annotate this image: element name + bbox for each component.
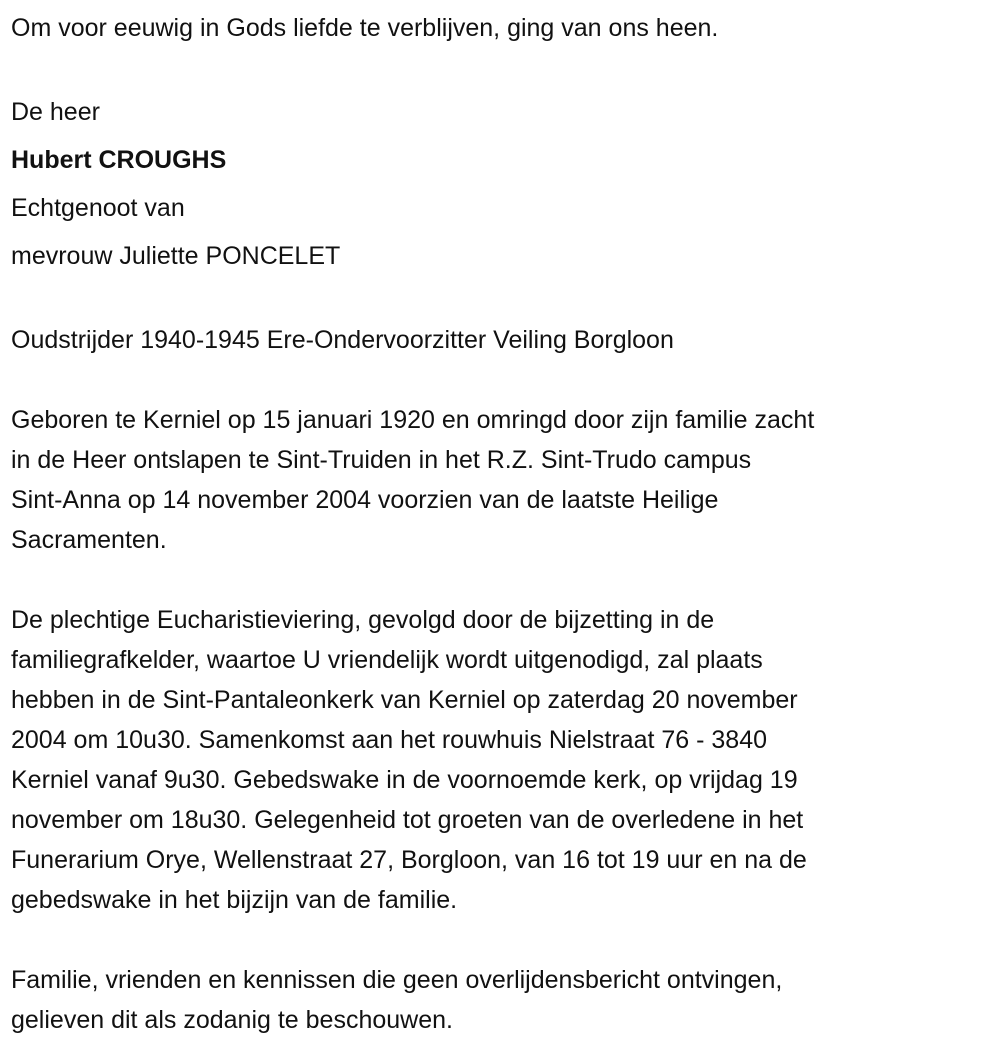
intro-text: Om voor eeuwig in Gods liefde te verblijven, ging van ons heen. [11, 14, 719, 42]
paragraph-line: Sacramenten. [11, 526, 167, 554]
paragraph-line: gelieven dit als zodanig te beschouwen. [11, 1006, 453, 1034]
deceased-name: Hubert CROUGHS [11, 146, 227, 174]
paragraph-line: De plechtige Eucharistieviering, gevolgd door de bijzetting in de [11, 606, 715, 634]
paragraph-line: Sint-Anna op 14 november 2004 voorzien van de laatste Heilige [11, 486, 719, 514]
spacer [11, 560, 814, 600]
paragraph-line: 2004 om 10u30. Samenkomst aan het rouwhuis Nielstraat 76 - 3840 [11, 726, 768, 754]
paragraph-line: november om 18u30. Gelegenheid tot groeten van de overledene in het [11, 806, 804, 834]
paragraph-line: Geboren te Kerniel op 15 januari 1920 en omringd door zijn familie zacht [11, 406, 815, 434]
spacer [11, 360, 814, 400]
spacer [11, 920, 814, 960]
honors-text: Oudstrijder 1940-1945 Ere-Ondervoorzitter Veiling Borgloon [11, 326, 674, 354]
closing-paragraph [11, 960, 814, 1040]
spouse-name: mevrouw Juliette PONCELET [11, 242, 341, 270]
paragraph-line: in de Heer ontslapen te Sint-Truiden in het R.Z. Sint-Trudo campus [11, 446, 752, 474]
relation: Echtgenoot van [11, 194, 185, 222]
title: De heer [11, 98, 100, 126]
spacer [11, 48, 814, 88]
ceremony-paragraph [11, 600, 814, 920]
obituary-notice [11, 8, 814, 1040]
paragraph-line: familiegrafkelder, waartoe U vriendelijk wordt uitgenodigd, zal plaats [11, 646, 763, 674]
spacer [11, 280, 814, 320]
paragraph-line: gebedswake in het bijzijn van de familie. [11, 886, 458, 914]
paragraph-line: Familie, vrienden en kennissen die geen overlijdensbericht ontvingen, [11, 966, 783, 994]
paragraph-line: Funerarium Orye, Wellenstraat 27, Borgloon, van 16 tot 19 uur en na de [11, 846, 807, 874]
paragraph-line: hebben in de Sint-Pantaleonkerk van Kerniel op zaterdag 20 november [11, 686, 798, 714]
paragraph-line: Kerniel vanaf 9u30. Gebedswake in de voornoemde kerk, op vrijdag 19 [11, 766, 798, 794]
birth-death-paragraph [11, 400, 814, 560]
